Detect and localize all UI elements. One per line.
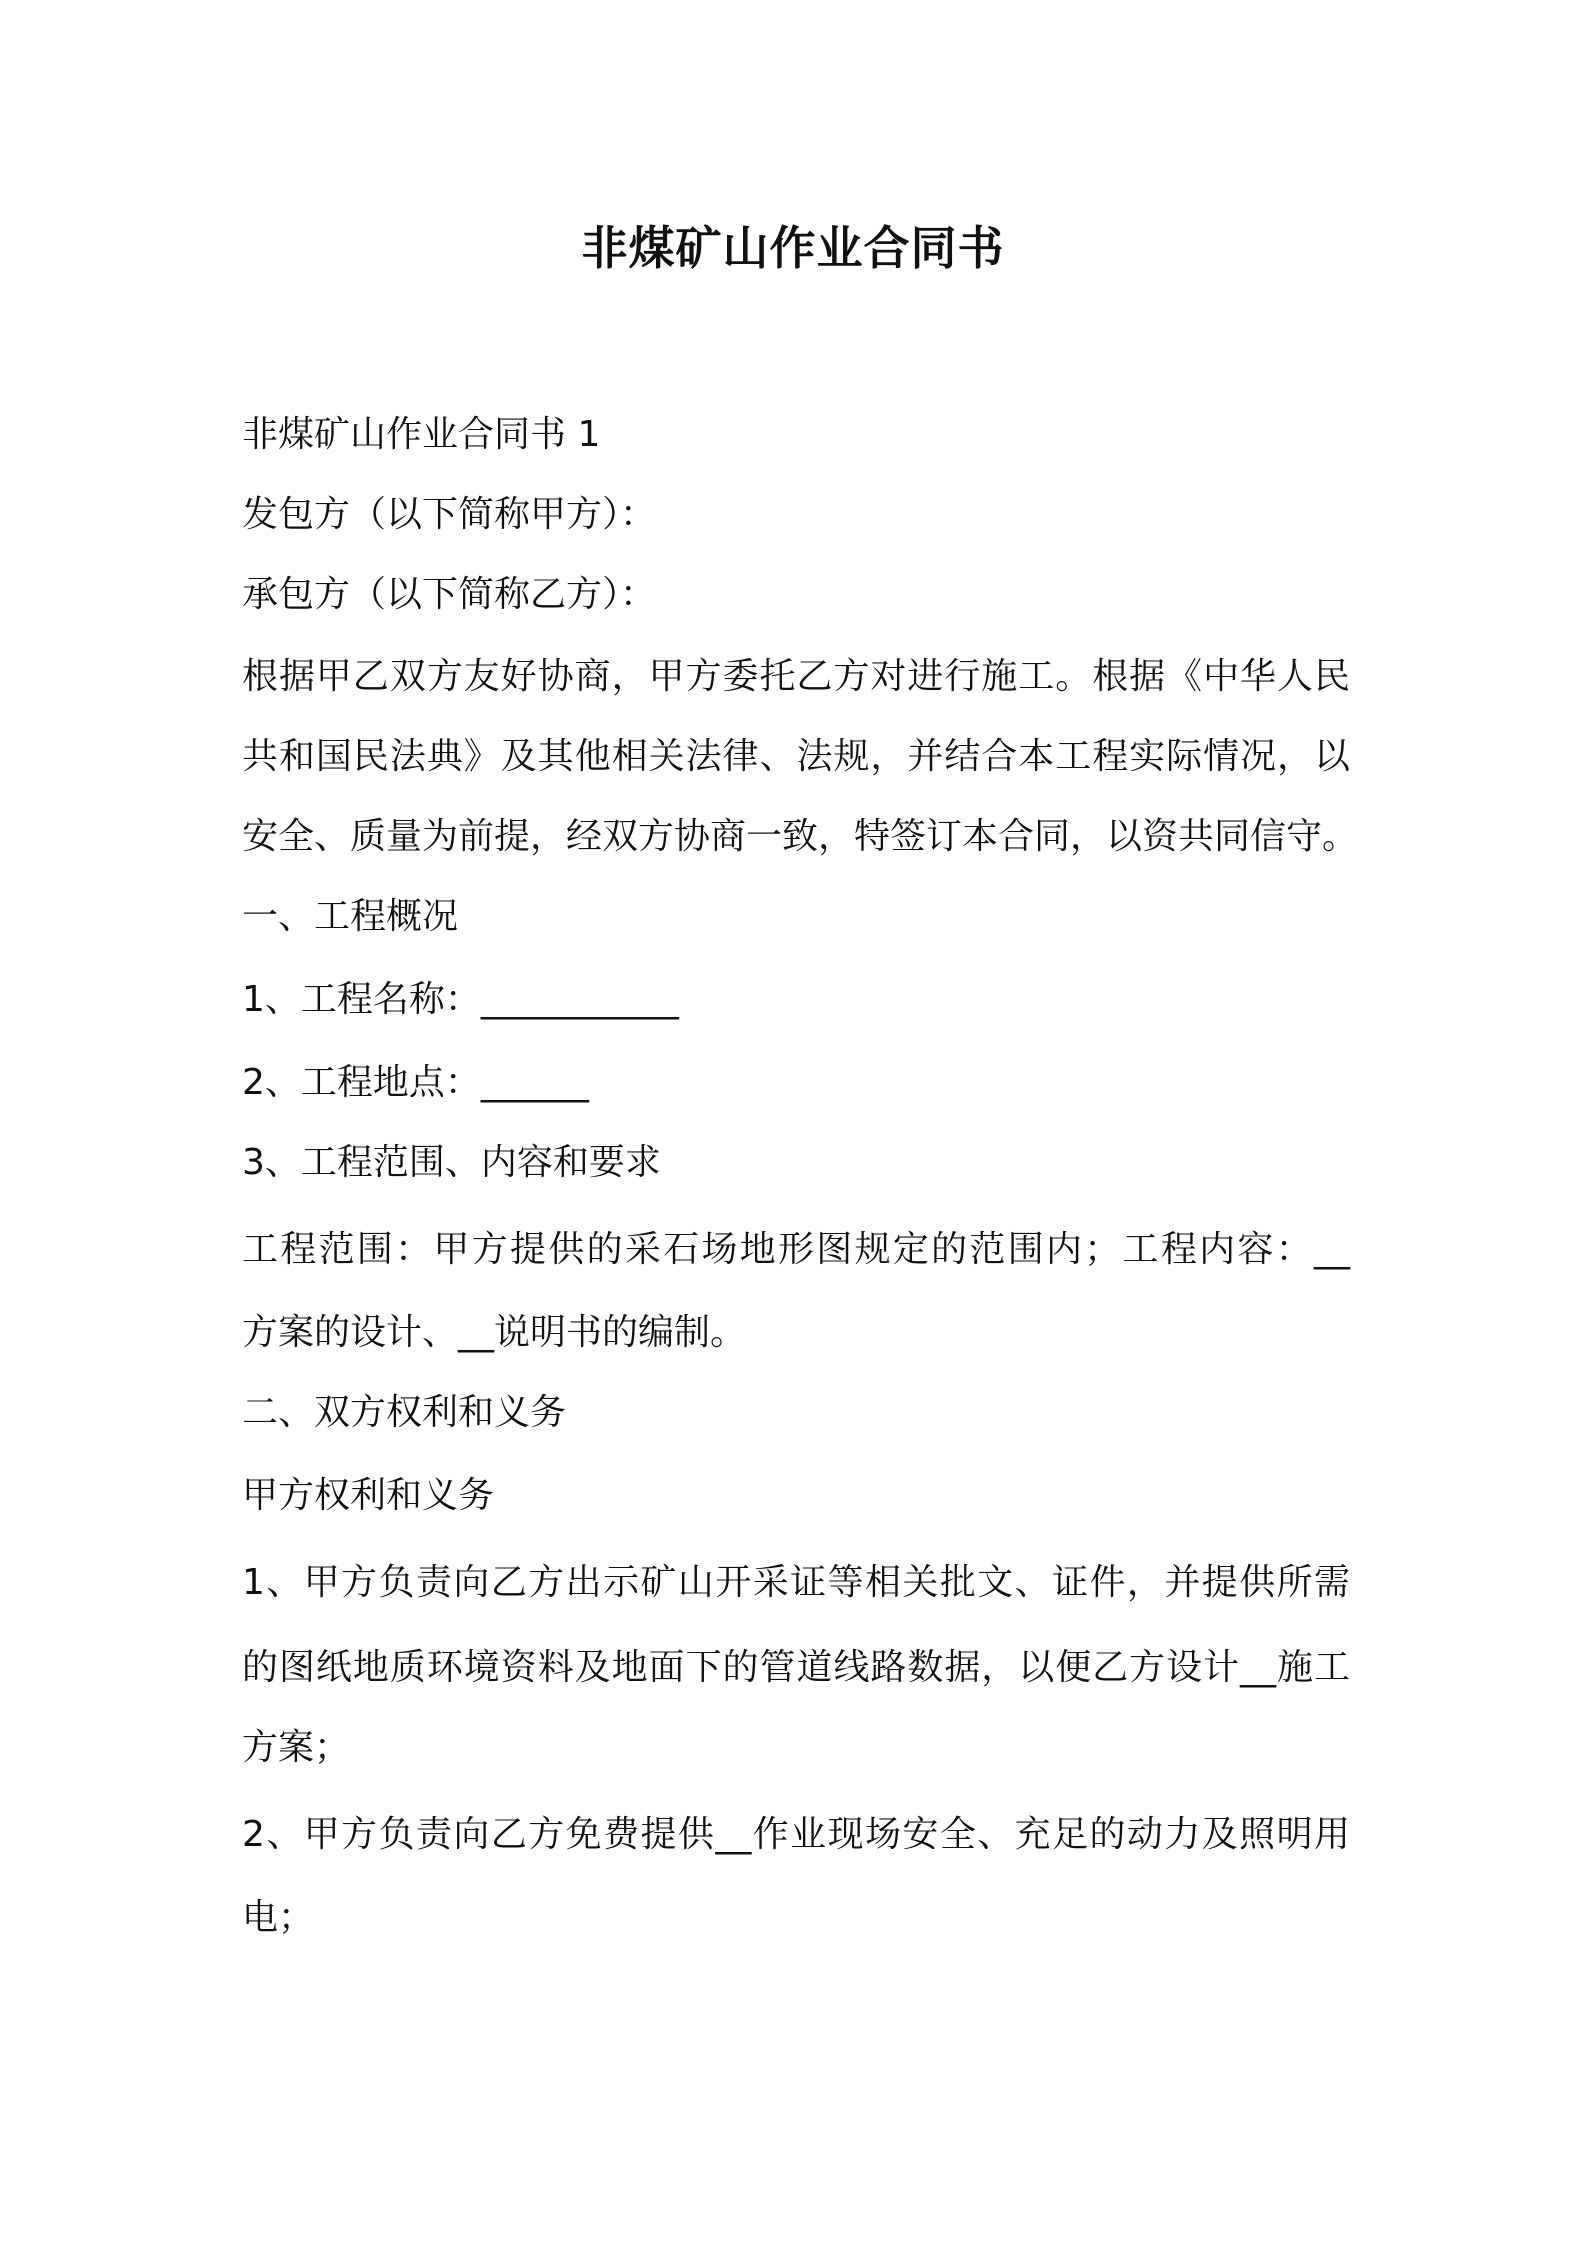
intro-paragraph-line: 共和国民法典》及其他相关法律、法规，并结合本工程实际情况，以 xyxy=(242,736,1350,777)
subsection-heading: 甲方权利和义务 xyxy=(242,1475,495,1516)
party-b-line: 承包方（以下简称乙方）： xyxy=(242,574,657,615)
intro-paragraph-line: 安全、质量为前提，经双方协商一致，特签订本合同，以资共同信守。 xyxy=(242,816,1359,857)
clause-line: 2、甲方负责向乙方免费提供__作业现场安全、充足的动力及照明用 xyxy=(242,1814,1350,1855)
subtitle-line: 非煤矿山作业合同书 1 xyxy=(242,414,601,455)
project-location-line: 2、工程地点：______ xyxy=(242,1062,589,1103)
project-scope-line: 3、工程范围、内容和要求 xyxy=(242,1142,661,1183)
section-heading: 二、双方权利和义务 xyxy=(242,1392,567,1433)
scope-paragraph-line: 工程范围：甲方提供的采石场地形图规定的范围内；工程内容：__ xyxy=(242,1229,1350,1270)
clause-line: 的图纸地质环境资料及地面下的管道线路数据，以便乙方设计__施工 xyxy=(242,1647,1350,1688)
party-a-line: 发包方（以下简称甲方）： xyxy=(242,494,657,535)
project-name-line: 1、工程名称：___________ xyxy=(242,979,679,1020)
intro-paragraph-line: 根据甲乙双方友好协商，甲方委托乙方对进行施工。根据《中华人民 xyxy=(242,656,1350,697)
clause-line: 电； xyxy=(242,1897,315,1938)
scope-paragraph-line: 方案的设计、__说明书的编制。 xyxy=(242,1312,747,1353)
section-heading: 一、工程概况 xyxy=(242,896,459,937)
clause-line: 方案； xyxy=(242,1727,351,1768)
clause-line: 1、甲方负责向乙方出示矿山开采证等相关批文、证件，并提供所需 xyxy=(242,1562,1350,1603)
document-title: 非煤矿山作业合同书 xyxy=(581,221,1005,275)
